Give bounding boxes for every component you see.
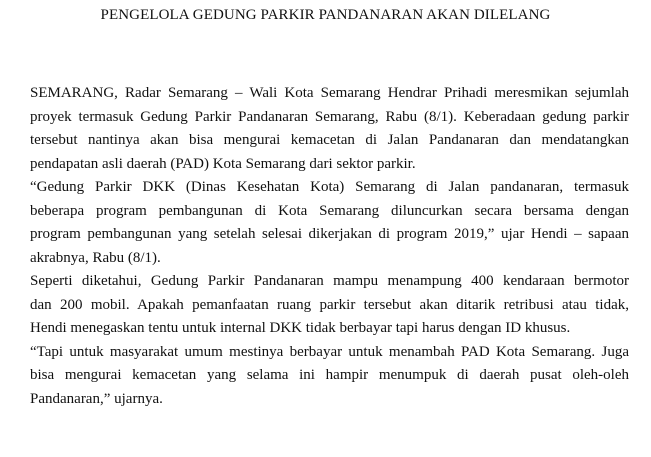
paragraph-line: beberapa program pembangunan di Kota Semarang diluncurkan secara bersama dengan — [30, 202, 629, 219]
paragraph-line: “Gedung Parkir DKK (Dinas Kesehatan Kota) Semarang di Jalan pandanaran, termasuk — [30, 179, 629, 195]
paragraph-2 — [30, 176, 629, 270]
paragraph-line: Pandanaran,” ujarnya. — [30, 390, 163, 407]
article-title: PENGELOLA GEDUNG PARKIR PANDANARAN AKAN DILELANG — [100, 7, 551, 23]
paragraph-1 — [30, 82, 629, 176]
paragraph-3 — [30, 270, 629, 341]
paragraph-line: proyek termasuk Gedung Parkir Pandanaran Semarang, Rabu (8/1). Keberadaan gedung parkir — [30, 108, 629, 125]
paragraph-line: program pembangunan yang setelah selesai dikerjakan di program 2019,” ujar Hendi – sapaan — [30, 226, 629, 242]
article-body — [30, 82, 629, 411]
paragraph-4 — [30, 341, 629, 412]
paragraph-line: Seperti diketahui, Gedung Parkir Pandanaran mampu menampung 400 kendaraan bermotor — [30, 273, 629, 289]
paragraph-line: tersebut nantinya akan bisa mengurai kemacetan di Jalan Pandanaran dan mendatangkan — [30, 132, 629, 148]
paragraph-line: dan 200 mobil. Apakah pemanfaatan ruang parkir tersebut akan ditarik retribusi atau tidak, — [30, 296, 629, 313]
paragraph-line: bisa mengurai kemacetan yang selama ini hampir menumpuk di daerah pusat oleh-oleh — [30, 367, 629, 383]
paragraph-line: SEMARANG, Radar Semarang – Wali Kota Semarang Hendrar Prihadi meresmikan sejumlah — [30, 85, 629, 101]
paragraph-line: pendapatan asli daerah (PAD) Kota Semarang dari sektor parkir. — [30, 155, 416, 172]
paragraph-line: akrabnya, Rabu (8/1). — [30, 249, 161, 266]
paragraph-line: Hendi menegaskan tentu untuk internal DKK tidak berbayar tapi harus dengan ID khusus. — [30, 320, 571, 336]
paragraph-line: “Tapi untuk masyarakat umum mestinya berbayar untuk menambah PAD Kota Semarang. Juga — [30, 343, 629, 360]
